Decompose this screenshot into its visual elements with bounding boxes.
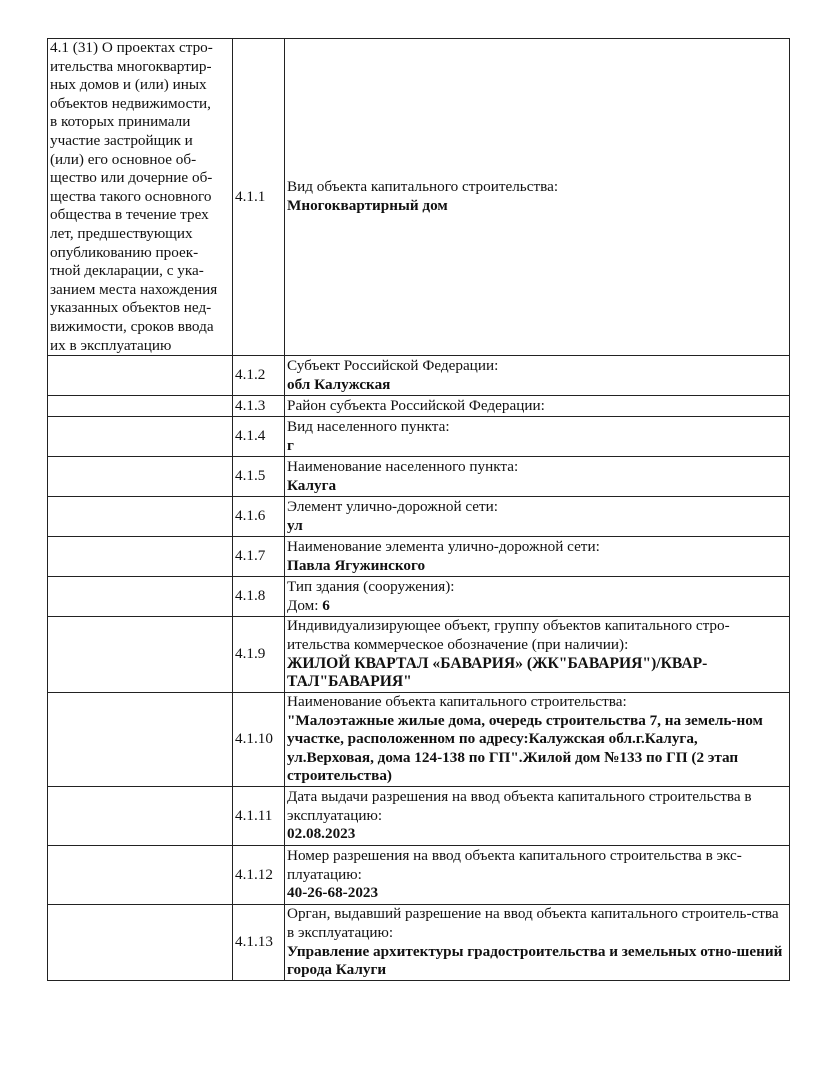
- row-label: Номер разрешения на ввод объекта капитального строительства в экс-плуатацию:: [287, 847, 742, 883]
- row-code: 4.1.6: [233, 497, 285, 537]
- row-code: 4.1.7: [233, 537, 285, 577]
- row-content: [285, 905, 790, 981]
- table-row: [48, 497, 790, 537]
- row-value: Калуга: [287, 476, 337, 494]
- row-code: 4.1.1: [233, 39, 285, 356]
- empty-cell: [48, 693, 233, 787]
- table-row: [48, 537, 790, 577]
- section-title-cell: [48, 39, 233, 356]
- row-content: [285, 497, 790, 537]
- section-title-line: вижимости, сроков ввода: [50, 317, 214, 335]
- row-code: 4.1.9: [233, 617, 285, 693]
- row-code: 4.1.4: [233, 417, 285, 457]
- row-code: 4.1.11: [233, 787, 285, 846]
- empty-cell: [48, 417, 233, 457]
- row-value: ЖИЛОЙ КВАРТАЛ «БАВАРИЯ» (ЖК"БАВАРИЯ")/КВАР-ТАЛ"БАВАРИЯ": [287, 654, 708, 691]
- section-title-line: в которых принимали: [50, 113, 191, 131]
- empty-cell: [48, 846, 233, 905]
- section-title-line: опубликованию проек-: [50, 243, 199, 261]
- row-content: [285, 356, 790, 396]
- empty-cell: [48, 617, 233, 693]
- section-title-line: лет, предшествующих: [50, 224, 193, 242]
- row-content: [285, 417, 790, 457]
- row-value-prefix: Дом:: [287, 596, 323, 614]
- row-content: [285, 787, 790, 846]
- row-code: 4.1.3: [233, 396, 285, 417]
- row-content: [285, 617, 790, 693]
- row-label: Дата выдачи разрешения на ввод объекта капитального строительства в эксплуатацию:: [287, 788, 752, 824]
- row-value: Многоквартирный дом: [287, 197, 448, 215]
- empty-cell: [48, 396, 233, 417]
- empty-cell: [48, 577, 233, 617]
- row-code: 4.1.2: [233, 356, 285, 396]
- row-label: Индивидуализирующее объект, группу объектов капитального стро-ительства коммерческое обозначение (при наличии):: [287, 617, 730, 653]
- row-label: Наименование населенного пункта:: [287, 458, 519, 475]
- section-title-line: ных домов и (или) иных: [50, 76, 207, 94]
- row-code: 4.1.8: [233, 577, 285, 617]
- row-content: [285, 396, 790, 417]
- row-code: 4.1.12: [233, 846, 285, 905]
- row-value: 6: [322, 596, 330, 614]
- section-title-line: 4.1 (31) О проектах стро-: [50, 39, 213, 56]
- row-label: Орган, выдавший разрешение на ввод объекта капитального строитель-ства в эксплуатацию:: [287, 905, 779, 941]
- row-code: 4.1.10: [233, 693, 285, 787]
- empty-cell: [48, 537, 233, 577]
- table-row: [48, 846, 790, 905]
- section-title-line: участие застройщик и: [50, 131, 193, 149]
- row-value-line: [287, 597, 787, 616]
- row-code: 4.1.5: [233, 457, 285, 497]
- table-row: [48, 577, 790, 617]
- row-content: [285, 693, 790, 787]
- row-label: Элемент улично-дорожной сети:: [287, 498, 499, 515]
- section-title-line: щество или дочерние об-: [50, 169, 213, 187]
- row-content: [285, 537, 790, 577]
- project-info-table: [47, 38, 790, 981]
- table-row: [48, 396, 790, 417]
- row-value: Управление архитектуры градостроительства и земельных отно-шений города Калуги: [287, 942, 783, 979]
- table-row: [48, 787, 790, 846]
- row-content: [285, 39, 790, 356]
- row-label: Субъект Российской Федерации:: [287, 357, 499, 374]
- table-row: [48, 457, 790, 497]
- row-code: 4.1.13: [233, 905, 285, 981]
- section-title-line: щества такого основного: [50, 187, 212, 205]
- section-title-line: тной декларации, с ука-: [50, 262, 204, 280]
- section-title-line: занием места нахождения: [50, 280, 218, 298]
- empty-cell: [48, 787, 233, 846]
- section-title-line: их в эксплуатацию: [50, 336, 172, 354]
- table-row: [48, 693, 790, 787]
- row-content: [285, 846, 790, 905]
- row-label: Вид объекта капитального строительства:: [287, 178, 559, 196]
- row-value: "Малоэтажные жилые дома, очередь строительства 7, на земель-ном участке, расположенном по адресу:Калужская обл.г.Калуга, ул.Верховая, дома 124-138 по ГП".Жилой дом №133 по ГП (2 этап строительства): [287, 711, 763, 785]
- row-value: 40-26-68-2023: [287, 884, 379, 902]
- empty-cell: [48, 356, 233, 396]
- table-row: [48, 617, 790, 693]
- empty-cell: [48, 497, 233, 537]
- row-value: обл Калужская: [287, 375, 391, 393]
- empty-cell: [48, 905, 233, 981]
- table-row: [48, 905, 790, 981]
- row-value: ул: [287, 516, 303, 534]
- empty-cell: [48, 457, 233, 497]
- section-title-line: ительства многоквартир-: [50, 57, 212, 75]
- table-row: [48, 356, 790, 396]
- row-content: [285, 457, 790, 497]
- section-title-line: объектов недвижимости,: [50, 94, 211, 112]
- row-label: Наименование элемента улично-дорожной сети:: [287, 538, 600, 555]
- section-title-line: (или) его основное об-: [50, 150, 197, 168]
- row-value: Павла Ягужинского: [287, 556, 426, 574]
- table-row: [48, 39, 790, 356]
- section-title-line: общества в течение трех: [50, 206, 209, 224]
- row-label: Район субъекта Российской Федерации:: [287, 396, 545, 414]
- row-value: г: [287, 436, 294, 454]
- row-value: 02.08.2023: [287, 825, 356, 843]
- table-row: [48, 417, 790, 457]
- row-label: Тип здания (сооружения):: [287, 578, 455, 595]
- row-label: Наименование объекта капитального строительства:: [287, 693, 627, 711]
- row-label: Вид населенного пункта:: [287, 418, 450, 435]
- row-content: [285, 577, 790, 617]
- section-title-line: указанных объектов нед-: [50, 299, 212, 317]
